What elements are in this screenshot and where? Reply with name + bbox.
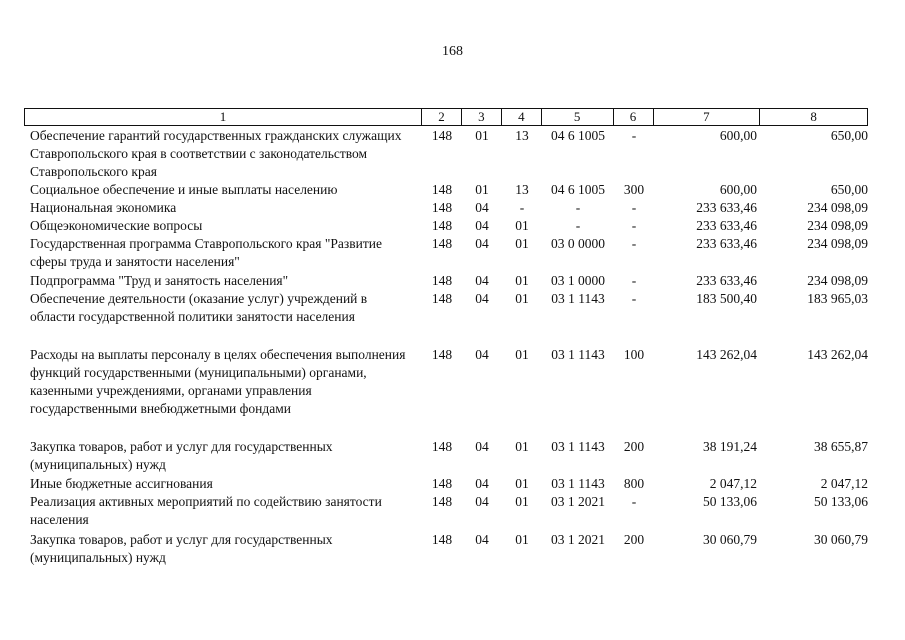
table-header [24,108,868,126]
row-col-4: 01 [515,218,529,233]
row-col-4: - [519,200,525,215]
row-col-5: 03 1 1143 [551,291,605,306]
row-col-7: 233 633,46 [696,200,757,215]
row-col-4: 13 [515,182,529,197]
row-col-6: - [631,218,637,233]
row-col-5: 03 0 0000 [551,236,605,251]
row-col-3: 01 [475,182,489,197]
table-row [24,290,868,326]
row-col-5: 03 1 1143 [551,347,605,362]
row-col-4: 01 [515,347,529,362]
row-col-5: - [575,200,581,215]
table-row [24,346,868,418]
row-col-7: 600,00 [719,182,757,197]
header-col-3: 3 [462,109,502,125]
row-col-8: 234 098,09 [807,236,868,251]
table-row [24,217,868,235]
row-col-5: 03 1 0000 [551,273,605,288]
row-col-3: 01 [475,128,489,143]
row-col-5: 04 6 1005 [551,128,605,143]
row-col-4: 01 [515,439,529,454]
table-row [24,531,868,567]
table-row [24,272,868,290]
header-col-8: 8 [810,109,817,124]
row-col-3: 04 [475,273,489,288]
row-col-7: 233 633,46 [696,273,757,288]
row-name: Общеэкономические вопросы [30,218,203,233]
row-name: Социальное обеспечение и иные выплаты населению [30,182,338,197]
row-name: Закупка товаров, работ и услуг для государственных (муниципальных) нужд [30,439,333,472]
row-name: Закупка товаров, работ и услуг для государственных (муниципальных) нужд [30,532,333,565]
row-col-8: 650,00 [830,128,868,143]
row-col-7: 183 500,40 [696,291,757,306]
row-col-5: 04 6 1005 [551,182,605,197]
row-col-5: 03 1 2021 [551,532,605,547]
table-row [24,199,868,217]
row-col-2: 148 [431,494,453,509]
row-name: Реализация активных мероприятий по содействию занятости населения [30,494,382,527]
row-col-7: 233 633,46 [696,218,757,233]
row-col-8: 234 098,09 [807,273,868,288]
row-col-8: 650,00 [830,182,868,197]
row-col-5: 03 1 2021 [551,494,605,509]
row-col-3: 04 [475,476,489,491]
row-name: Обеспечение деятельности (оказание услуг) учреждений в области государственной политики занятости населения [30,291,368,324]
row-col-6: 800 [623,476,645,491]
row-col-7: 600,00 [719,128,757,143]
row-col-5: 03 1 1143 [551,439,605,454]
row-col-3: 04 [475,236,489,251]
row-col-3: 04 [475,532,489,547]
row-col-6: 300 [623,182,645,197]
row-col-6: - [631,236,637,251]
row-col-2: 148 [431,128,453,143]
row-col-6: 200 [623,439,645,454]
row-col-6: - [631,494,637,509]
header-col-7: 7 [654,109,761,125]
table-row [24,181,868,199]
row-col-7: 2 047,12 [709,476,757,491]
row-col-6: - [631,273,637,288]
row-col-6: - [631,200,637,215]
row-col-4: 01 [515,291,529,306]
header-col-1: 1 [25,109,422,125]
row-col-2: 148 [431,439,453,454]
row-col-4: 01 [515,532,529,547]
row-col-6: - [631,128,637,143]
header-col-4: 4 [502,109,542,125]
row-col-7: 143 262,04 [696,347,757,362]
row-col-3: 04 [475,291,489,306]
row-col-3: 04 [475,494,489,509]
row-col-8: 50 133,06 [814,494,868,509]
row-col-2: 148 [431,347,453,362]
row-name: Подпрограмма "Труд и занятость населения" [30,273,289,288]
row-name: Расходы на выплаты персоналу в целях обеспечения выполнения функций государственными (муниципальными) органами, казенными учреждениями, органами управления государственными внебюджетными фондами [30,347,406,416]
row-col-4: 01 [515,494,529,509]
row-name: Обеспечение гарантий государственных гражданских служащих Ставропольского края в соответствии с законодательством Ставропольского края [30,128,402,179]
table-row [24,475,868,493]
row-col-2: 148 [431,200,453,215]
row-col-2: 148 [431,273,453,288]
page-number: 168 [442,44,463,59]
row-col-8: 183 965,03 [807,291,868,306]
row-col-3: 04 [475,347,489,362]
table-row [24,127,868,181]
row-col-2: 148 [431,291,453,306]
row-col-4: 01 [515,476,529,491]
row-col-3: 04 [475,218,489,233]
row-col-8: 2 047,12 [820,476,868,491]
row-col-4: 01 [515,236,529,251]
row-col-3: 04 [475,439,489,454]
row-col-8: 234 098,09 [807,218,868,233]
row-col-8: 143 262,04 [807,347,868,362]
row-col-7: 233 633,46 [696,236,757,251]
row-col-2: 148 [431,236,453,251]
table-row [24,493,868,529]
row-name: Национальная экономика [30,200,177,215]
row-col-8: 38 655,87 [814,439,868,454]
row-col-2: 148 [431,532,453,547]
row-col-5: 03 1 1143 [551,476,605,491]
table-row [24,438,868,474]
table-row [24,235,868,271]
row-col-7: 38 191,24 [703,439,757,454]
row-name: Иные бюджетные ассигнования [30,476,213,491]
row-col-6: 200 [623,532,645,547]
row-col-4: 13 [515,128,529,143]
row-col-6: - [631,291,637,306]
row-col-2: 148 [431,218,453,233]
header-col-5: 5 [542,109,614,125]
row-col-8: 234 098,09 [807,200,868,215]
header-col-2: 2 [422,109,462,125]
row-name: Государственная программа Ставропольского края "Развитие сферы труда и занятости населения" [30,236,382,269]
row-col-4: 01 [515,273,529,288]
row-col-7: 30 060,79 [703,532,757,547]
row-col-5: - [575,218,581,233]
header-col-6: 6 [614,109,654,125]
row-col-6: 100 [623,347,645,362]
row-col-7: 50 133,06 [703,494,757,509]
row-col-8: 30 060,79 [814,532,868,547]
row-col-2: 148 [431,476,453,491]
row-col-3: 04 [475,200,489,215]
row-col-2: 148 [431,182,453,197]
